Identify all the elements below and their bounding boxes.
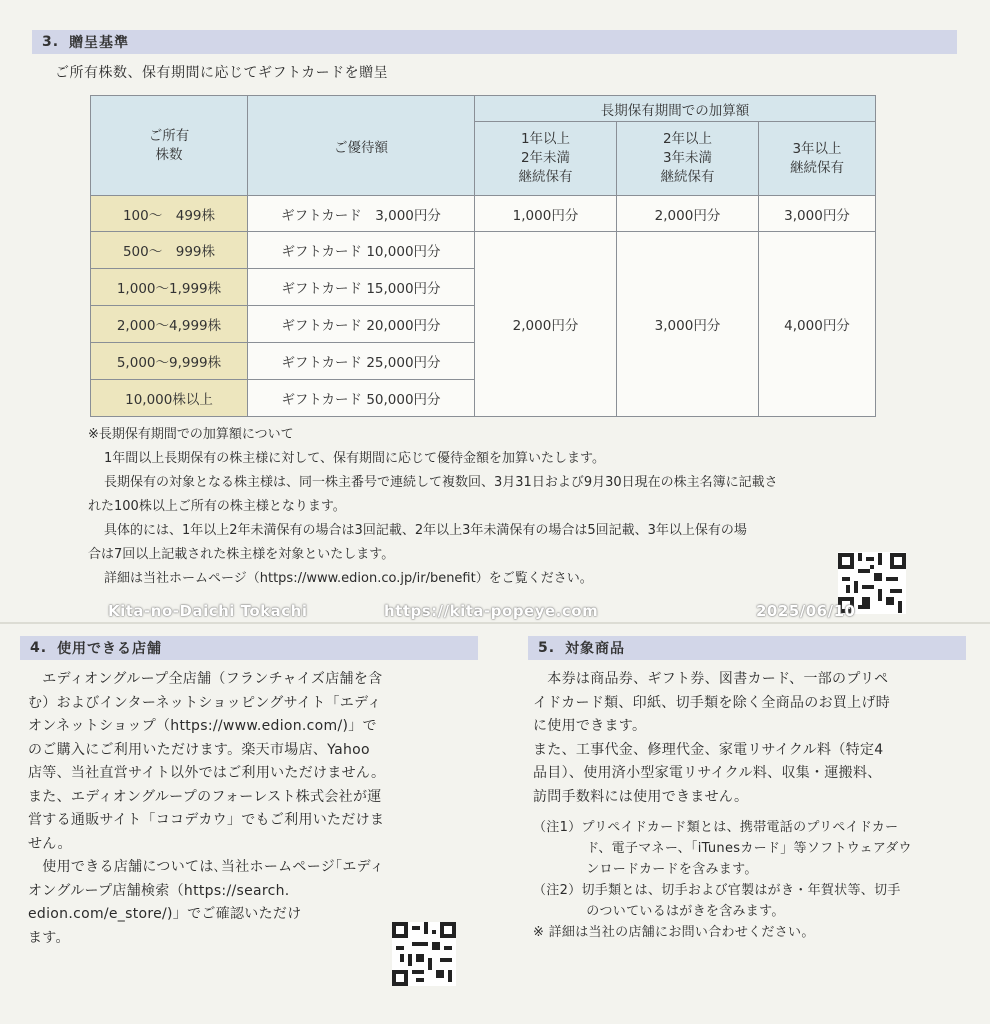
body-line: のご購入にご利用いただけます。楽天市場店、Yahoo (28, 741, 370, 758)
body-line: む）およびインターネットショッピングサイト「エディ (28, 694, 382, 711)
section-5-body (533, 668, 973, 943)
bonus-cell: 4,000円分 (759, 232, 876, 417)
body-line: に使用できます。 (533, 718, 647, 734)
body-line: 品目）、使用済小型家電リサイクル料、収集・運搬料、 (533, 765, 882, 781)
section-5-number: 5. (538, 640, 556, 656)
benefit-cell: ギフトカード 3,000円分 (248, 196, 475, 232)
body-line: オンネットショップ（https://www.edion.com/)」で (28, 718, 377, 734)
note-line: （注1）プリペイドカード類とは、携帯電話のプリペイドカー (533, 820, 899, 835)
section-3-title: 贈呈基準 (69, 35, 130, 51)
section-5-title: 対象商品 (565, 641, 626, 657)
benefit-cell: ギフトカード 10,000円分 (248, 232, 475, 269)
watermark-left: Kita-no-Daichi Tokachi (108, 602, 308, 620)
section-3-intro: ご所有株数、保有期間に応じてギフトカードを贈呈 (55, 65, 389, 81)
shares-cell: 1,000〜1,999株 (91, 269, 248, 306)
bonus-cell: 3,000円分 (617, 232, 759, 417)
qr-code-store-search[interactable] (392, 922, 456, 986)
header-bonus: 長期保有期間での加算額 (475, 96, 876, 122)
shares-cell: 5,000〜9,999株 (91, 343, 248, 380)
table-row (91, 232, 876, 269)
body-line: ます。 (28, 929, 70, 946)
watermark-center: https://kita-popeye.com (384, 602, 599, 620)
table-row (91, 196, 876, 232)
bonus-cell: 2,000円分 (475, 232, 617, 417)
body-line: 店等、当社直営サイト以外ではご利用いただけません。 (28, 765, 386, 781)
watermark-right: 2025/06/10 (756, 602, 856, 620)
notes-title: ※長期保有期間での加算額について (88, 427, 294, 442)
body-line: せん。 (28, 835, 72, 852)
section-4-body (28, 668, 473, 950)
shares-cell: 10,000株以上 (91, 380, 248, 417)
body-line: また、工事代金、修理代金、家電リサイクル料（特定4 (533, 741, 884, 758)
shares-cell: 100〜 499株 (91, 196, 248, 232)
benefit-cell: ギフトカード 25,000円分 (248, 343, 475, 380)
section-3-heading (32, 30, 957, 54)
shares-cell: 500〜 999株 (91, 232, 248, 269)
note-line: のついているはがきを含みます。 (533, 904, 785, 919)
body-line: edion.com/e_store/)」でご確認いただけ (28, 906, 302, 922)
benefit-cell: ギフトカード 50,000円分 (248, 380, 475, 417)
note-line: ド、電子マネー、「iTunesカード」等ソフトウェアダウ (533, 841, 912, 856)
header-2-year: 2年以上 3年未満 継続保有 (617, 122, 759, 196)
header-3-year: 3年以上 継続保有 (759, 122, 876, 196)
body-line: 使用できる店舗については､当社ホームページ｢エディ (28, 859, 385, 875)
section-5-heading (528, 636, 966, 660)
notes-line: 具体的には、1年以上2年未満保有の場合は3回記載、2年以上3年未満保有の場合は5回記載、3年以上保有の場 (104, 523, 747, 538)
body-line: イドカード類、印紙、切手類を除く全商品のお買上げ時 (533, 694, 891, 711)
section-3-number: 3. (42, 34, 60, 50)
note-line: ※ 詳細は当社の店舗にお問い合わせください。 (533, 925, 815, 940)
bonus-cell: 1,000円分 (475, 196, 617, 232)
qr-code-graphic (392, 922, 456, 986)
body-line: エディオングループ全店舗（フランチャイズ店舗を含 (28, 671, 383, 687)
section-4-number: 4. (30, 640, 48, 656)
note-line: （注2）切手類とは、切手および官製はがき・年賀状等、切手 (533, 883, 901, 898)
body-line: 訪問手数料には使用できません。 (533, 788, 749, 805)
bonus-cell: 3,000円分 (759, 196, 876, 232)
notes-line: れた100株以上ご所有の株主様となります。 (88, 499, 346, 514)
notes-line: 合は7回以上記載された株主様を対象といたします。 (88, 547, 395, 562)
body-line: また、エディオングループのフォーレスト株式会社が運 (28, 788, 382, 805)
benefit-cell: ギフトカード 20,000円分 (248, 306, 475, 343)
body-line: 営する通販サイト「ココデカウ」でもご利用いただけま (28, 812, 385, 828)
shares-cell: 2,000〜4,999株 (91, 306, 248, 343)
benefit-table (90, 95, 876, 417)
body-line: 本券は商品券、ギフト券、図書カード、一部のプリペ (533, 671, 889, 687)
notes-link-line: 詳細は当社ホームページ（https://www.edion.co.jp/ir/benefit）をご覧ください。 (104, 571, 593, 586)
notes-line: 長期保有の対象となる株主様は、同一株主番号で連続して複数回、3月31日および9月30日現在の株主名簿に記載さ (104, 475, 778, 490)
benefit-cell: ギフトカード 15,000円分 (248, 269, 475, 306)
note-line: ンロードカードを含みます。 (533, 862, 758, 877)
header-1-year: 1年以上 2年未満 継続保有 (475, 122, 617, 196)
header-shares: ご所有 株数 (91, 96, 248, 196)
notes-line: 1年間以上長期保有の株主様に対して、保有期間に応じて優待金額を加算いたします。 (104, 451, 605, 466)
bonus-notes (88, 423, 918, 591)
section-4-heading (20, 636, 478, 660)
fold-line-horizontal (0, 622, 990, 624)
header-benefit: ご優待額 (248, 96, 475, 196)
body-line: オングループ店舗検索（https://search. (28, 882, 290, 899)
section-4-title: 使用できる店舗 (57, 641, 163, 657)
bonus-cell: 2,000円分 (617, 196, 759, 232)
